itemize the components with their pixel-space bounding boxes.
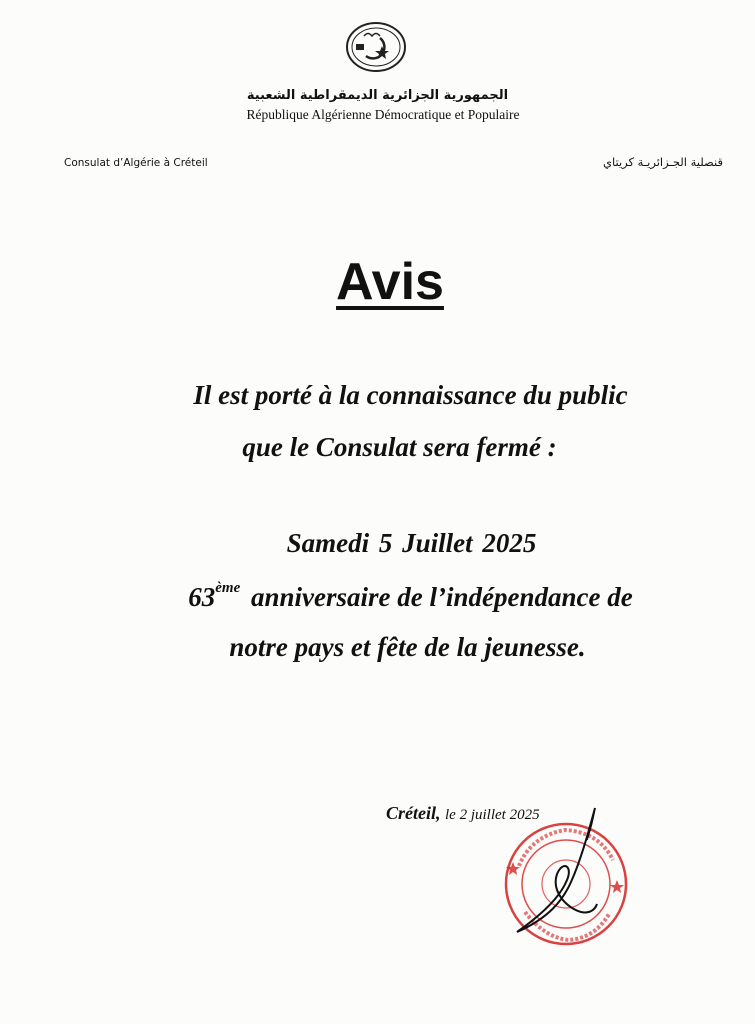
- place-text: Créteil,: [386, 803, 445, 823]
- consulate-name-french: Consulat d’Algérie à Créteil: [64, 157, 208, 169]
- french-republic-title: République Algérienne Démocratique et Populaire: [246, 107, 520, 122]
- sign-date: 2 juillet 2025: [459, 807, 540, 823]
- notice-line-4: [33, 580, 755, 613]
- closure-date: Samedi 5 Juillet 2025: [286, 528, 537, 558]
- consulate-name-arabic: قنصلية الجـزائريـة كريتاي: [602, 155, 723, 169]
- ordinal-suffix: ème: [215, 580, 241, 596]
- notice-line-1: Il est porté à la connaissance du public: [193, 380, 628, 410]
- notice-line-5: notre pays et fête de la jeunesse.: [229, 632, 586, 662]
- anniversary-text: anniversaire de l’indépendance de: [244, 582, 633, 612]
- algeria-emblem-icon: [344, 20, 408, 74]
- le-text: le: [445, 807, 460, 823]
- arabic-republic-title: الجمهورية الجزائرية الديمقراطية الشعبية: [246, 88, 509, 103]
- consulate-stamp-icon: [497, 800, 635, 950]
- notice-line-2: que le Consulat sera fermé :: [242, 432, 557, 462]
- notice-title: Avis: [336, 253, 444, 311]
- ordinal-number: 63: [188, 582, 216, 612]
